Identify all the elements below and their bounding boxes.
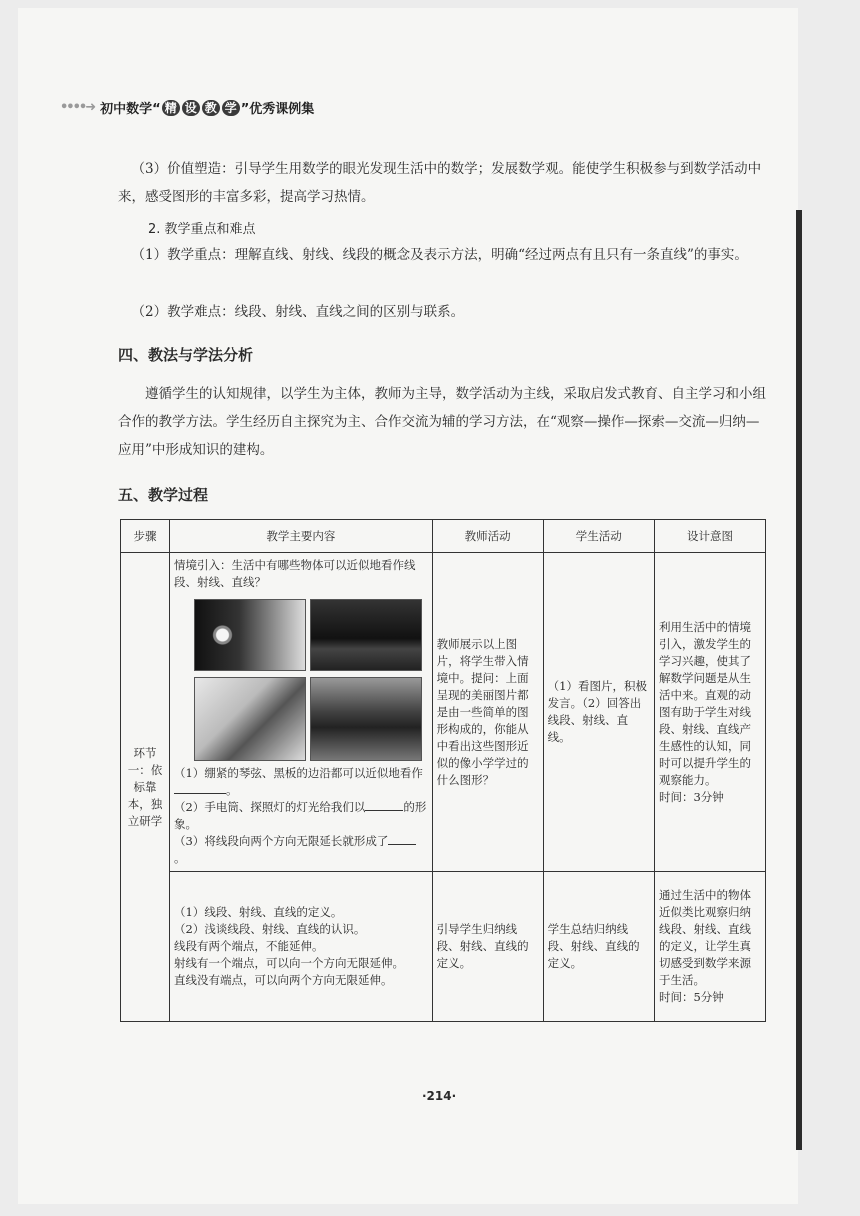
content-cell bbox=[170, 553, 433, 872]
time-label: 时间：3分钟 bbox=[658, 789, 724, 804]
photo-grid bbox=[194, 599, 428, 761]
process-table bbox=[120, 519, 766, 1022]
page-number: ·214· bbox=[422, 1089, 457, 1103]
question-2: （2）手电筒、探照灯的灯光给我们以 的形象。 bbox=[174, 800, 427, 831]
harp-image bbox=[194, 677, 306, 761]
arrow-icon: ••••➜ bbox=[60, 100, 95, 115]
table-row bbox=[121, 872, 766, 1022]
value-paragraph: （3）价值塑造：引导学生用数学的眼光发现生活中的数学；发展数学观。能使学生积极参与到数学活动中来，感受图形的丰富多彩，提高学习热情。 bbox=[118, 161, 762, 205]
section-heading-5: 五、教学过程 bbox=[118, 486, 209, 504]
definition-line: （1）线段、射线、直线的定义。 bbox=[174, 905, 343, 919]
header-bubble-4: 学 bbox=[222, 100, 240, 116]
teacher-cell: 教师展示以上图片，将学生带入情境中。提问：上面呈现的美丽图片都是由一些简单的图形构成的，你能从中看出这些图形近似的像小学学过的什么图形？ bbox=[432, 553, 543, 872]
time-label: 时间：5分钟 bbox=[658, 990, 724, 1004]
step-cell bbox=[121, 553, 170, 1022]
header-content: 教学主要内容 bbox=[170, 520, 433, 553]
road-image bbox=[310, 677, 422, 761]
header-bubble-3: 教 bbox=[202, 100, 220, 116]
teacher-cell: 引导学生归纳线段、射线、直线的定义。 bbox=[432, 872, 543, 1022]
definition-line: （2）浅谈线段、射线、直线的认识。 bbox=[174, 922, 366, 936]
step-label: 环节一：依标靠本，独立研学 bbox=[127, 745, 163, 828]
student-cell: 学生总结归纳线段、射线、直线的定义。 bbox=[543, 872, 654, 1022]
content-cell bbox=[170, 872, 433, 1022]
design-text: 利用生活中的情境引入，激发学生的学习兴趣，使其了解数学问题是从生活中来。直观的动图有助于学生对线段、射线、直线产生感性的认知，同时可以提升学生的观察能力。 bbox=[658, 619, 751, 787]
definition-line: 射线有一个端点，可以向一个方向无限延伸。 bbox=[174, 956, 405, 970]
definition-line: 线段有两个端点，不能延伸。 bbox=[174, 939, 324, 953]
key-point-paragraph: （1）教学重点：理解直线、射线、线段的概念及表示方法，明确“经过两点有且只有一条直线”的事实。 bbox=[131, 247, 748, 263]
design-cell bbox=[654, 872, 765, 1022]
section-heading-4: 四、教法与学法分析 bbox=[118, 346, 254, 364]
intro-question: 情境引入：生活中有哪些物体可以近似地看作线段、射线、直线？ bbox=[174, 558, 416, 589]
header-student: 学生活动 bbox=[543, 520, 654, 553]
header-bubble-2: 设 bbox=[182, 100, 200, 116]
scan-edge-bar bbox=[796, 210, 802, 1150]
header-design: 设计意图 bbox=[654, 520, 765, 553]
question-1: （1）绷紧的琴弦、黑板的边沿都可以近似地看作。 bbox=[174, 766, 423, 797]
header-right: ”优秀课例集 bbox=[240, 102, 315, 117]
header-step: 步骤 bbox=[121, 520, 170, 553]
header-left: 初中数学“ bbox=[100, 102, 161, 117]
stadium-night-image bbox=[310, 599, 422, 671]
design-cell bbox=[654, 553, 765, 872]
student-cell: （1）看图片，积极发言。（2）回答出线段、射线、直线。 bbox=[543, 553, 654, 872]
question-3: （3）将线段向两个方向无限延长就形成了。 bbox=[174, 833, 428, 867]
table-header-row bbox=[121, 520, 766, 553]
header-bubble-1: 精 bbox=[162, 100, 180, 116]
difficulty-paragraph: （2）教学难点：线段、射线、直线之间的区别与联系。 bbox=[131, 304, 465, 320]
header-teacher: 教师活动 bbox=[432, 520, 543, 553]
method-paragraph: 遵循学生的认知规律，以学生为主体，教师为主导，数学活动为主线，采取启发式教育、自主学习和小组合作的教学方法。学生经历自主探究为主、合作交流为辅的学习方法，在“观察—操作—探索—交流—归纳—应用”中形成知识的建构。 bbox=[118, 386, 766, 458]
definition-line: 直线没有端点，可以向两个方向无限延伸。 bbox=[174, 973, 393, 987]
flashlight-image bbox=[194, 599, 306, 671]
subheading-key-points: 2. 教学重点和难点 bbox=[148, 222, 256, 237]
design-text: 通过生活中的物体近似类比观察归纳线段、射线、直线的定义，让学生真切感受到数学来源于生活。 bbox=[658, 888, 751, 987]
running-header bbox=[60, 98, 314, 117]
table-row bbox=[121, 553, 766, 872]
